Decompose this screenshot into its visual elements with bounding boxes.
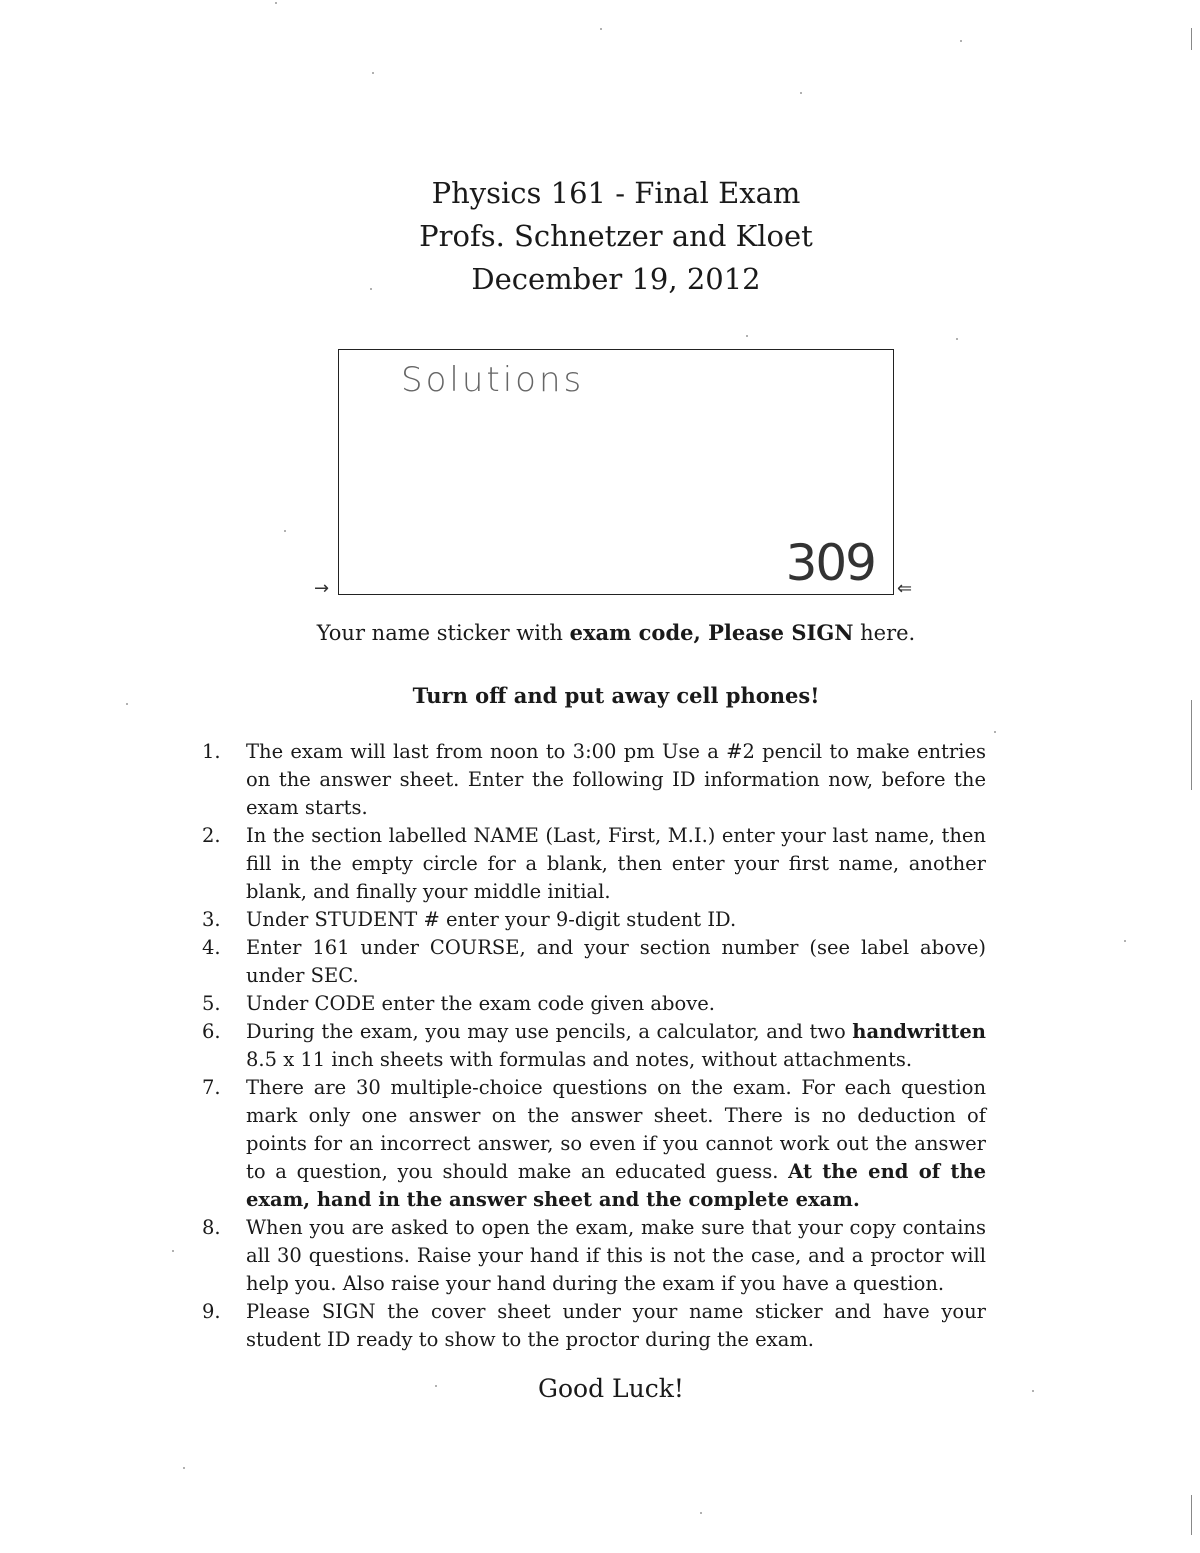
instruction-number: 1.: [202, 740, 221, 763]
scan-speck: [435, 1385, 437, 1387]
instruction-number: 8.: [202, 1216, 221, 1239]
instruction-item: [196, 1074, 986, 1214]
professors: Profs. Schnetzer and Kloet: [419, 219, 813, 253]
sticker-caption: [0, 620, 1200, 645]
scan-speck: [275, 2, 277, 4]
course-title: Physics 161 - Final Exam: [431, 176, 801, 210]
scan-speck: [284, 530, 286, 532]
scan-speck: [994, 731, 996, 733]
exam-header: [0, 172, 1200, 301]
cell-phone-warning: Turn off and put away cell phones!: [412, 683, 820, 708]
scan-speck: [126, 703, 128, 705]
instruction-text: In the section labelled NAME (Last, First, M.I.) enter your last name, then fill in the empty circle for a blank, then enter your first name, another blank, and finally your middle initial.: [246, 824, 986, 903]
exam-date: December 19, 2012: [471, 262, 761, 296]
scan-speck: [800, 92, 802, 94]
instruction-item: [196, 822, 986, 906]
scan-speck: [960, 40, 962, 42]
instruction-number: 4.: [202, 936, 221, 959]
handwritten-exam-code: 309: [785, 534, 875, 592]
instruction-number: 5.: [202, 992, 221, 1015]
scan-speck: [1124, 940, 1126, 942]
scan-speck: [370, 288, 372, 290]
scan-edge-mark: [1191, 28, 1192, 50]
scan-speck: [1032, 1390, 1034, 1392]
instruction-text: There are 30 multiple-choice questions on the exam. For each question mark only one answer on the answer sheet. There is no deduction of points for an incorrect answer, so even if you cannot work out the answer to a question, you should make an educated guess.: [246, 1076, 986, 1183]
instruction-item: [196, 1298, 986, 1354]
instruction-number: 2.: [202, 824, 221, 847]
good-luck: Good Luck!: [538, 1374, 684, 1403]
instruction-text-end: 8.5 x 11 inch sheets with formulas and notes, without attachments.: [246, 1048, 913, 1071]
instruction-item: [196, 738, 986, 822]
instruction-text: Under CODE enter the exam code given above.: [246, 992, 716, 1015]
instruction-text: When you are asked to open the exam, make sure that your copy contains all 30 questions. Raise your hand if this is not the case, and a proctor will help you. Also raise your hand during the exam if you have a question.: [246, 1216, 986, 1295]
handwritten-solutions: Solutions: [401, 360, 585, 400]
scan-speck: [183, 1467, 185, 1469]
scan-edge-mark: [1191, 700, 1192, 790]
name-sticker-box: [338, 349, 894, 595]
scan-speck: [746, 335, 748, 337]
instruction-text: The exam will last from noon to 3:00 pm Use a #2 pencil to make entries on the answer sheet. Enter the following ID information now, before the exam starts.: [246, 740, 986, 819]
instructions-list: [196, 738, 986, 1354]
instruction-item: [196, 1214, 986, 1298]
instruction-emphasis: At the end of the exam, hand in the answer sheet and the complete exam.: [246, 1160, 986, 1211]
instruction-number: 6.: [202, 1020, 221, 1043]
left-arrow-icon: ⇐: [897, 578, 913, 599]
scan-speck: [600, 28, 602, 30]
instruction-number: 7.: [202, 1076, 221, 1099]
caption-emphasis: exam code, Please SIGN: [569, 620, 854, 645]
right-arrow-icon: →: [314, 578, 330, 599]
scan-edge-mark: [1191, 1495, 1192, 1535]
instruction-emphasis: handwritten: [852, 1020, 986, 1043]
instruction-text: During the exam, you may use pencils, a calculator, and two: [246, 1020, 853, 1043]
caption-text: Your name sticker with: [316, 621, 570, 645]
scan-speck: [172, 1250, 174, 1252]
caption-text-end: here.: [853, 621, 916, 645]
instruction-item: [196, 1018, 986, 1074]
scan-speck: [700, 1512, 702, 1514]
instruction-text: Please SIGN the cover sheet under your name sticker and have your student ID ready to show to the proctor during the exam.: [246, 1300, 986, 1351]
scan-speck: [956, 338, 958, 340]
instruction-text: Enter 161 under COURSE, and your section number (see label above) under SEC.: [246, 936, 986, 987]
instruction-item: [196, 990, 986, 1018]
scan-speck: [372, 72, 374, 74]
instruction-number: 3.: [202, 908, 221, 931]
instruction-item: [196, 934, 986, 990]
instruction-number: 9.: [202, 1300, 221, 1323]
instruction-item: [196, 906, 986, 934]
instruction-text: Under STUDENT # enter your 9-digit student ID.: [246, 908, 737, 931]
